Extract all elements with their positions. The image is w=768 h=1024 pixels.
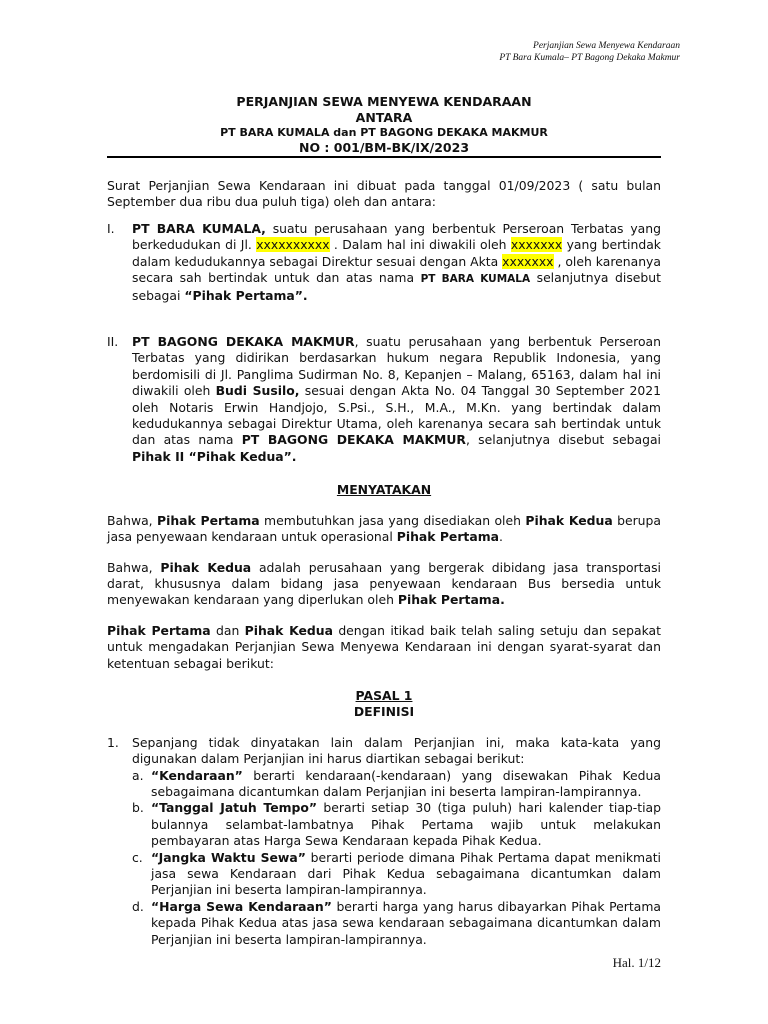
party-2-name-inline: PT BAGONG DEKAKA MAKMUR — [241, 432, 466, 448]
definition-item — [107, 850, 661, 899]
definition-text: berarti periode dimana Pihak Pertama dapat menikmati jasa sewa Kendaraan dari Pihak Kedua sebagaimana dicantumkan dalam Perjanjian ini beserta lampiran-lampirannya. — [151, 849, 662, 898]
definition-item — [107, 768, 661, 801]
definition-list — [107, 768, 661, 948]
party-2-name: PT BAGONG DEKAKA MAKMUR — [132, 334, 355, 350]
document-title — [107, 94, 661, 156]
definition-letter: d. — [132, 898, 144, 914]
recital-2-bold-1: Pihak Kedua — [160, 559, 252, 575]
recital-3-bold-1: Pihak Pertama — [107, 622, 211, 638]
section-menyatakan-label: MENYATAKAN — [336, 482, 432, 498]
intro-paragraph: Surat Perjanjian Sewa Kendaraan ini dibuat pada tanggal 01/09/2023 ( satu bulan September dua ribu dua puluh tiga) oleh dan antara: — [107, 178, 661, 210]
recital-3-bold-2: Pihak Kedua — [244, 622, 333, 638]
party-2 — [107, 334, 661, 465]
definition-text: berarti harga yang harus dibayarkan Pihak Pertama kepada Pihak Kedua atas jasa sewa kendaraan sebagaimana dicantumkan dalam Perjanjian ini beserta lampiran-lampirannya. — [151, 898, 661, 947]
party-2-text-2: sesuai dengan Akta No. 04 Tanggal 30 September 2021 oleh Notaris Erwin Handjojo, S.Psi., S.H., M.A., M.Kn. yang bertindak dalam kedudukannya sebagai Direktur Utama, oleh karenanya secara sah bertindak untuk dan atas nama — [132, 383, 661, 448]
recital-1-bold-1: Pihak Pertama — [157, 512, 260, 528]
recital-2 — [107, 560, 661, 609]
recital-1-text-2: membutuhkan jasa yang disediakan oleh — [259, 512, 526, 528]
recital-3 — [107, 623, 661, 672]
section-menyatakan — [107, 482, 661, 498]
recital-1-bold-2: Pihak Kedua — [525, 512, 613, 528]
definition-term: “Jangka Waktu Sewa” — [151, 849, 306, 865]
recital-3-text-2: dengan itikad baik telah saling setuju dan sepakat untuk mengadakan Perjanjian Sewa Menyewa Kendaraan ini dengan syarat-syarat dan ketentuan sebagai berikut: — [107, 622, 661, 671]
running-header-title: Perjanjian Sewa Menyewa Kendaraan — [533, 41, 680, 51]
party-1 — [107, 221, 661, 304]
recital-1-text-3: berupa jasa penyewaan kendaraan untuk operasional — [107, 512, 661, 545]
definition-letter: a. — [132, 767, 144, 783]
title-line-3: PT BARA KUMALA dan PT BAGONG DEKAKA MAKMUR — [220, 126, 548, 139]
party-1-name: PT BARA KUMALA, — [132, 221, 266, 236]
pasal-subtitle: DEFINISI — [353, 704, 415, 720]
definition-term: “Harga Sewa Kendaraan” — [151, 898, 332, 914]
party-2-number: II. — [107, 334, 119, 350]
definition-intro-number: 1. — [107, 734, 119, 750]
party-1-text-5: selanjutnya disebut sebagai — [132, 270, 661, 303]
party-2-text-1: , suatu perusahaan yang berbentuk Perseroan Terbatas yang didirikan berdasarkan hukum negara Republik Indonesia, yang berdomisili di Jl. Panglima Sudirman No. 8, Kepanjen – Malang, 65163, dalam hal ini diwakili oleh — [132, 334, 662, 399]
pasal-title-label: PASAL 1 — [355, 687, 413, 703]
party-1-text-3: yang bertindak dalam kedudukannya sebagai Direktur sesuai dengan Akta — [132, 237, 661, 269]
placeholder-representative: xxxxxxx — [510, 237, 563, 253]
definition-intro — [107, 735, 661, 768]
title-line-4: NO : 001/BM-BK/IX/2023 — [298, 140, 470, 155]
party-1-text-1: suatu perusahaan yang berbentuk Perseroan Terbatas yang berkedudukan di Jl. — [132, 221, 661, 253]
title-divider — [107, 156, 661, 158]
definition-item — [107, 800, 661, 849]
running-header — [499, 40, 680, 64]
definition-term: “Tanggal Jatuh Tempo” — [151, 800, 318, 816]
definition-term: “Kendaraan” — [151, 767, 243, 783]
title-line-1: PERJANJIAN SEWA MENYEWA KENDARAAN — [236, 94, 532, 109]
definition-item — [107, 899, 661, 948]
definition-letter: c. — [132, 849, 143, 865]
recital-1-text-4: . — [498, 529, 503, 545]
definition-text: berarti setiap 30 (tiga puluh) hari kalender tiap-tiap bulannya selambat-lambatnya Pihak Pertama wajib untuk melakukan pembayaran atas Harga Sewa Kendaraan kepada Pihak Kedua. — [151, 800, 662, 849]
recital-1-text-1: Bahwa, — [107, 512, 157, 528]
placeholder-deed: xxxxxxx — [502, 253, 554, 269]
recital-1 — [107, 513, 661, 546]
party-1-name-inline: PT BARA KUMALA — [420, 273, 531, 286]
definition-letter: b. — [132, 800, 144, 816]
title-line-2: ANTARA — [355, 110, 413, 125]
party-1-text-2: . Dalam hal ini diwakili oleh — [329, 237, 511, 253]
pasal-title — [107, 688, 661, 704]
recital-2-text-1: Bahwa, — [107, 559, 161, 575]
party-1-number: I. — [107, 221, 115, 236]
definition-intro-text: Sepanjang tidak dinyatakan lain dalam Perjanjian ini, maka kata-kata yang digunakan dalam Perjanjian ini harus diartikan sebagai berikut: — [132, 734, 661, 767]
recital-1-bold-3: Pihak Pertama — [396, 529, 499, 545]
page-number: Hal. 1/12 — [612, 955, 661, 970]
running-header-parties: PT Bara Kumala– PT Bagong Dekaka Makmur — [499, 53, 680, 63]
placeholder-address: xxxxxxxxxx — [256, 237, 330, 253]
recital-2-text-2: adalah perusahaan yang bergerak dibidang jasa transportasi darat, khususnya dalam bidang jasa penyewaan kendaraan Bus bersedia untuk menyewakan kendaraan yang diperlukan oleh — [107, 559, 661, 608]
party-2-alias: Pihak II “Pihak Kedua”. — [132, 448, 297, 464]
party-1-text-4: , oleh karenanya secara sah bertindak untuk dan atas nama — [132, 253, 661, 286]
party-2-representative: Budi Susilo, — [215, 383, 300, 399]
party-2-text-3: , selanjutnya disebut sebagai — [465, 432, 661, 448]
document-body — [107, 178, 661, 948]
recital-3-text-1: dan — [210, 622, 245, 638]
party-1-alias: “Pihak Pertama”. — [184, 287, 308, 303]
definition-text: berarti kendaraan(-kendaraan) yang disewakan Pihak Kedua sebagaimana dicantumkan dalam Perjanjian ini beserta lampiran-lampirannya. — [151, 767, 661, 799]
recital-2-bold-2: Pihak Pertama. — [397, 592, 505, 608]
